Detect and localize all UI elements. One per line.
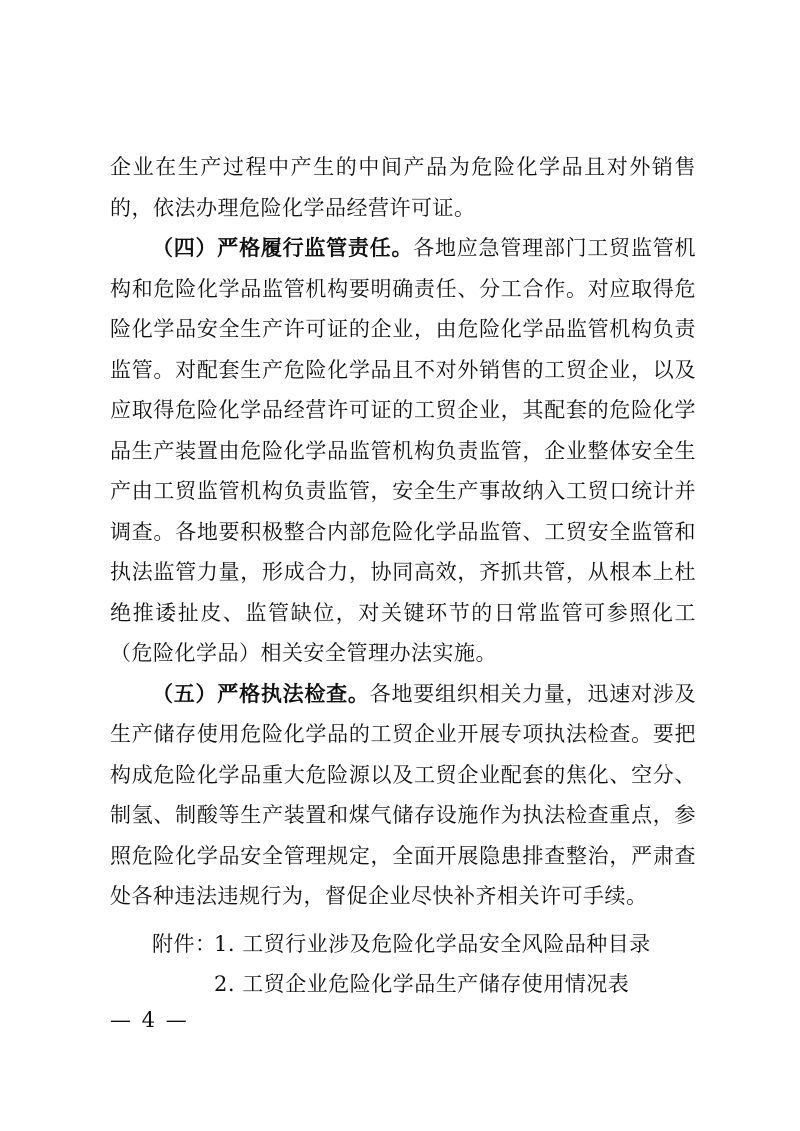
- paragraph-3: [110, 674, 696, 917]
- attachment-item-1: 1. 工贸行业涉及危险化学品安全风险品种目录: [214, 932, 651, 956]
- body-text: [110, 147, 696, 917]
- attachment-row-2: [152, 964, 651, 1004]
- paragraph-2-text: 各地应急管理部门工贸监管机构和危险化学品监管机构要明确责任、分工合作。对应取得危险化学品安全生产许可证的企业，由危险化学品监管机构负责监管。对配套生产危险化学品且不对外销售的工贸企业，以及应取得危险化学品经营许可证的工贸企业，其配套的危险化学品生产装置由危险化学品监管机构负责监管，企业整体安全生产由工贸监管机构负责监管，安全生产事故纳入工贸口统计并调查。各地要积极整合内部危险化学品监管、工贸安全监管和执法监管力量，形成合力，协同高效，齐抓共管，从根本上杜绝推诿扯皮、监管缺位，对关键环节的日常监管可参照化工（危险化学品）相关安全管理办法实施。: [110, 236, 696, 665]
- page-number: — 4 —: [110, 1008, 189, 1032]
- paragraph-1: [110, 147, 696, 228]
- paragraph-3-text: 各地要组织相关力量，迅速对涉及生产储存使用危险化学品的工贸企业开展专项执法检查。要把构成危险化学品重大危险源以及工贸企业配套的焦化、空分、制氢、制酸等生产装置和煤气储存设施作为执法检查重点，参照危险化学品安全管理规定，全面开展隐患排查整治，严肃查处各种违法违规行为，督促企业尽快补齐相关许可手续。: [110, 681, 697, 908]
- attachment-item-2: 2. 工贸企业危险化学品生产储存使用情况表: [214, 972, 630, 996]
- section-heading-4: （四）严格履行监管责任。: [152, 236, 414, 260]
- attachments-label: 附件：: [152, 932, 217, 956]
- attachments: [152, 924, 651, 1004]
- paragraph-1-text: 企业在生产过程中产生的中间产品为危险化学品且对外销售的，依法办理危险化学品经营许可证。: [110, 155, 696, 220]
- paragraph-2: [110, 228, 696, 674]
- section-heading-5: （五）严格执法检查。: [152, 681, 370, 706]
- attachment-row-1: [152, 924, 651, 964]
